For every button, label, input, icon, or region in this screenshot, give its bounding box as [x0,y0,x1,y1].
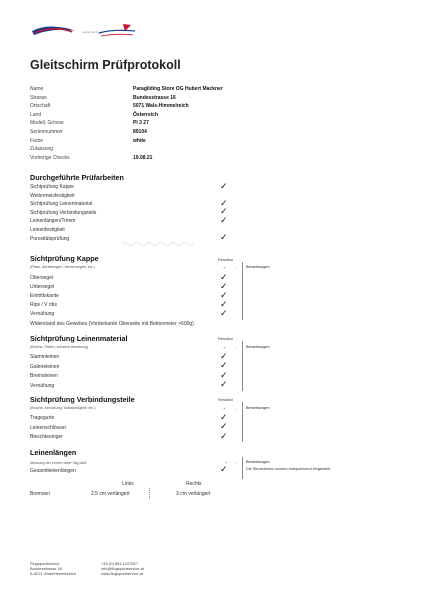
dotted-divider [149,488,150,499]
rechts-value: 3 cm verlängert [176,491,211,497]
section-title-laengen: Leinenlängen [30,448,77,457]
info-label: Modell, Grösse [30,120,64,127]
info-label: Seriennummer [30,129,63,135]
resultat-label: Resultat [218,397,233,402]
leinen-subtitle: (Brüche, Falten, schwere Abreibung) [30,345,89,349]
column-divider [242,402,243,442]
footer-city: A-5071 Wals/Himmelreich [30,571,77,576]
leinen-item: Vernähung [30,382,55,389]
minus-sign: - [236,345,238,350]
info-value: Paragliding Store OG Hubert Mackner [133,86,223,92]
column-divider [242,341,243,391]
verbindung-item: Leinenschlösser [30,424,67,431]
page-title: Gleitschirm Prüfprotokoll [30,58,181,72]
flugschiff-logo [30,24,76,38]
check-icon: ✓ [220,289,228,300]
column-divider [242,262,243,320]
bremsen-label: Bremsen [30,491,51,497]
pruefarbeit-item: Weitermeisfestigkeit [30,192,75,199]
kappe-item: Obersegel [30,275,54,281]
links-value: 2,5 cm verlängert [91,491,130,497]
check-icon: ✓ [220,430,228,441]
footer-street: Bundesstrasse 16 [30,566,63,571]
verbindung-item: Bleschleuniger [30,434,63,440]
info-label: Strasse [30,94,47,101]
rechts-header: Rechts [186,481,202,487]
flugsportservice-logo [97,23,137,39]
bemerkung-text: Die Steuerleinen wurden entsprechend eingestellt. [246,467,331,471]
kappe-item: Rips / V ribs [30,302,57,308]
kappe-subtitle: (Risse, Abreibungen, Verzerrungen, etc.) [30,265,95,269]
info-value: PI 3 27 [133,120,149,127]
plus-sign: + [223,345,226,350]
pruefarbeit-item: Porositätsprüfung [30,235,70,242]
check-icon: ✓ [220,232,228,243]
links-header: Links [122,481,134,487]
bemerkungen-label: Bemerkungen [246,345,270,349]
info-label: Zulassung [30,146,54,153]
plus-sign: + [223,406,226,411]
footer-website[interactable]: www.flugsportservice.at [101,571,144,576]
check-icon: ✓ [220,206,228,217]
supported-by-text: supported by [82,30,100,34]
check-icon: ✓ [220,214,228,225]
minus-sign: - [236,460,238,465]
check-icon: ✓ [220,271,228,282]
gesamt-label: Gesamtleinenlängen [30,468,76,474]
kappe-item: Vernähung [30,311,55,317]
footer-address [30,561,76,576]
check-icon: ✓ [220,298,228,309]
section-title-leinen: Sichtprüfung Leinenmaterial [30,334,128,343]
info-value: Bundesstrasse 16 [133,94,176,101]
check-icon: ✓ [220,360,228,370]
laengen-subtitle: Messung der Leinen unter 5kg daN. [30,461,88,465]
minus-sign: - [236,265,238,270]
bemerkungen-label: Bemerkungen [246,265,270,269]
check-icon: ✓ [220,464,228,474]
footer-phone: +43 (0) 664 1023317 [101,561,139,566]
pruefarbeit-item: Leinenfestigkeit [30,227,65,233]
check-icon: ✓ [220,307,228,318]
resultat-label: Resultat [218,336,233,341]
resultat-label: Resultat [218,257,233,262]
info-value: white [133,137,146,144]
check-icon: ✓ [220,280,228,291]
info-label: Ortschaft [30,103,51,110]
pruefarbeit-item: Sichtprüfung Verbindungsteile [30,209,97,216]
plus-sign: + [225,460,228,465]
check-icon: ✓ [220,180,228,191]
leinen-item: Bremsleinen [30,373,58,379]
info-value: 19.08.21 [133,154,153,161]
signature-scribble [120,238,204,248]
verbindung-item: Tragegurte [30,415,55,421]
check-icon: ✓ [220,197,228,208]
plus-sign: + [223,265,226,270]
info-label: Vorherige Checks [30,154,70,161]
check-icon: ✓ [220,421,228,431]
verbindung-subtitle: (Brüche, Abnutzung, Vollständigkeit, etc.) [30,406,96,410]
info-value: Österreich [133,111,159,118]
footer-email[interactable]: info@flugsportservice.at [101,566,144,571]
info-label: Land [30,111,42,118]
kappe-item: Untersegel [30,284,55,290]
check-icon: ✓ [220,369,228,380]
kappe-footer-text: Widerstand des Gewebes (Vorderkante Oberseite mit Bettsometer >600g) [30,321,194,327]
info-value: 89104 [133,129,147,135]
pruefarbeit-item: Sichtprüfung Kappe [30,184,74,190]
kappe-item: Eintrittskante [30,293,59,299]
check-icon: ✓ [220,411,228,422]
column-divider [242,457,243,479]
section-title-kappe: Sichtprüfung Kappe [30,254,99,263]
footer-contact [101,561,144,576]
info-value: 5071 Wals-Himmelreich [133,103,189,110]
pruefarbeit-item: Leinenlängen/Trimm [30,218,76,225]
info-label: Farbe [30,137,44,144]
pruefarbeit-item: Sichtprüfung Leinenmaterial [30,201,93,208]
minus-sign: - [236,406,238,411]
bemerkungen-label: Bemerkungen [246,406,270,410]
bemerkungen-label: Bemerkungen [246,460,270,464]
leinen-item: Galerieleinen [30,363,60,370]
section-title-durchgefuehrt: Durchgeführte Prüfarbeiten [30,173,124,182]
leinen-item: Stammleinen [30,354,60,360]
check-icon: ✓ [220,379,228,389]
section-title-verbindung: Sichtprüfung Verbindungsteile [30,395,135,404]
footer-company: Flugsportservice [30,561,60,566]
info-label: Name [30,86,44,92]
check-icon: ✓ [220,350,228,361]
